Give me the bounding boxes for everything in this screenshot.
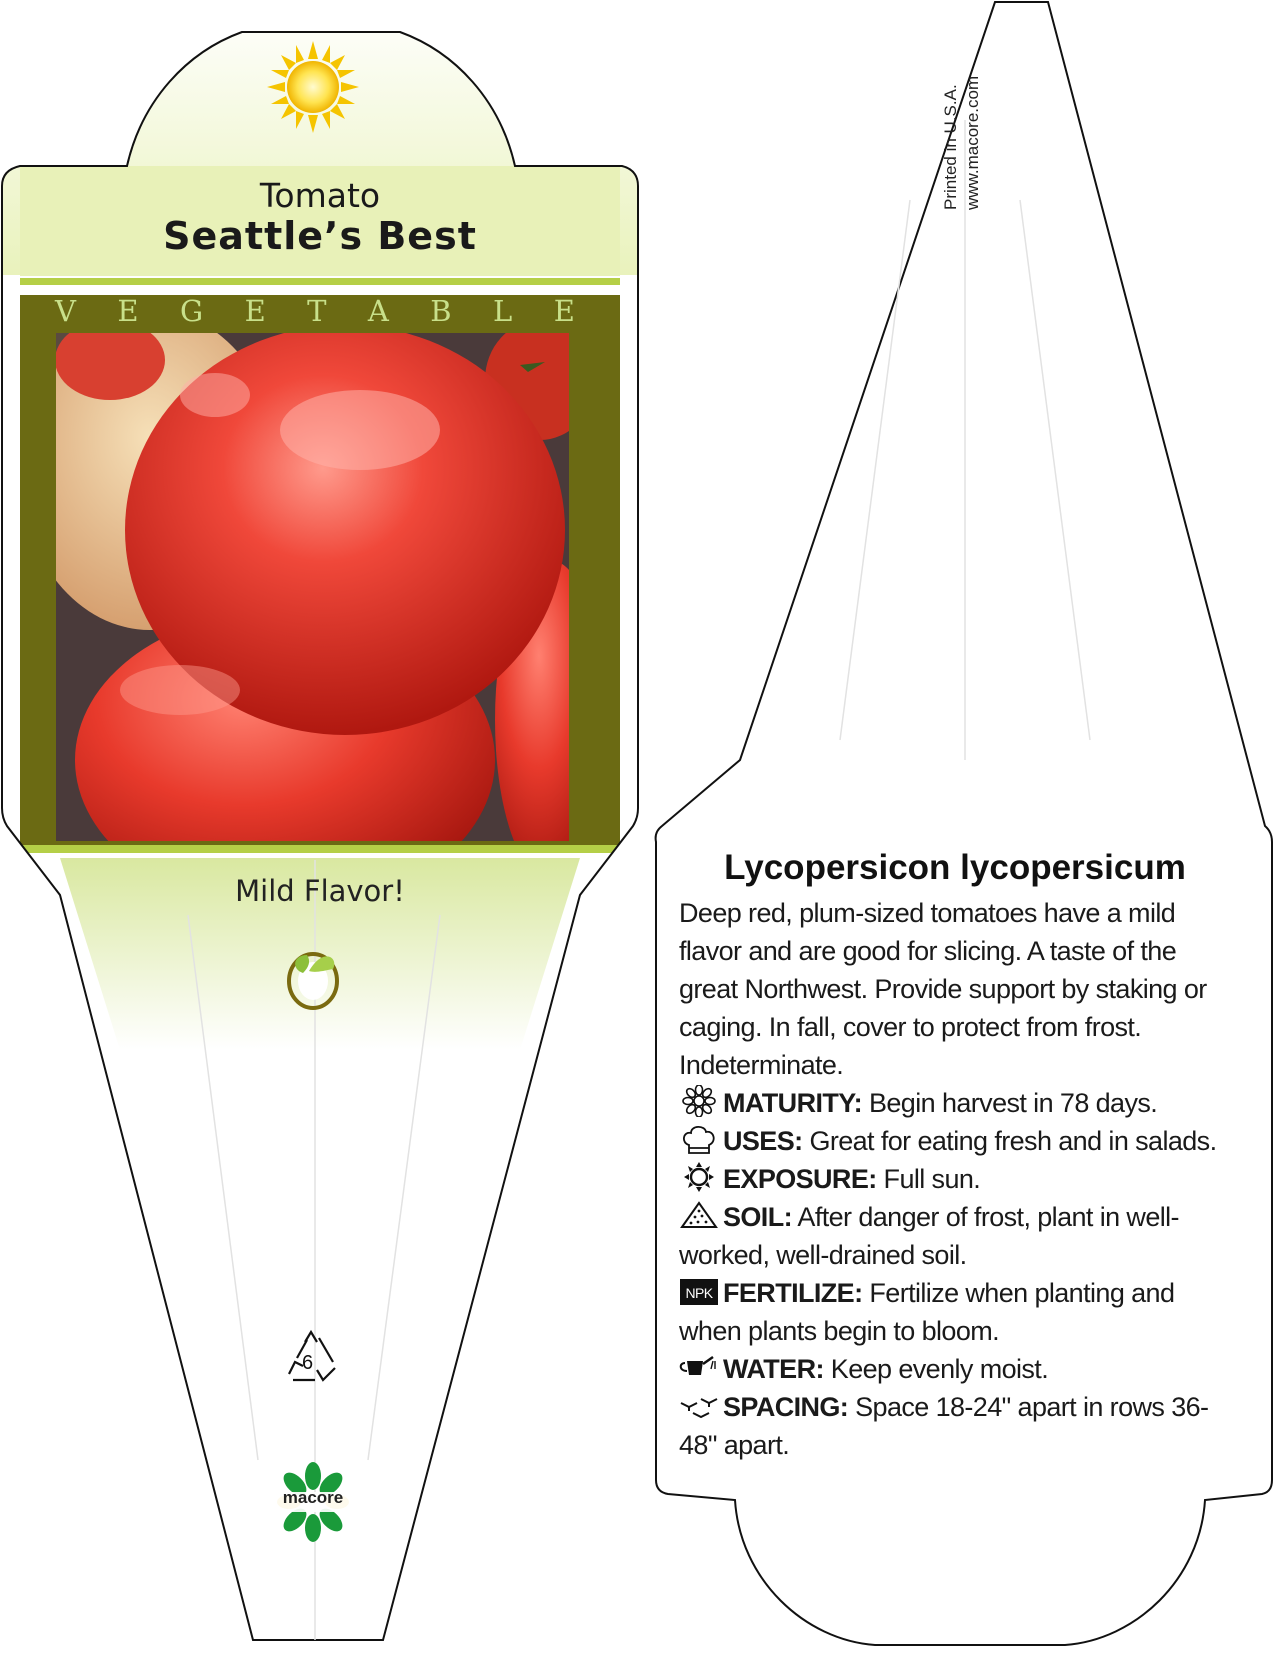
description: Deep red, plum-sized tomatoes have a mild flavor and are good for slicing. A taste of the great Northwest. Provide support by staking or caging. In fall, cover to protect from frost. Indeterminate.: [679, 898, 1207, 1080]
svg-text:NPK: NPK: [685, 1285, 713, 1301]
info-text: Fertilize when planting and when plants begin to bloom.: [679, 1278, 1175, 1346]
category-letter: E: [244, 294, 266, 328]
info-label: MATURITY:: [723, 1088, 863, 1118]
category-letter: L: [493, 294, 513, 328]
category-letter: V: [55, 294, 76, 328]
printed-line: Printed in U.S.A.: [941, 84, 960, 210]
info-uses: [679, 1122, 1239, 1160]
info-fertilize: [679, 1274, 1239, 1350]
info-label: SOIL:: [723, 1202, 792, 1232]
chef-hat-icon: [679, 1123, 719, 1155]
flower-icon: [679, 1085, 719, 1117]
sun-icon: [679, 1161, 719, 1193]
info-soil: [679, 1198, 1239, 1274]
spacing-icon: [679, 1389, 719, 1421]
info-maturity: [679, 1084, 1239, 1122]
printer-credit: [940, 76, 984, 210]
scientific-name: Lycopersicon lycopersicum: [724, 848, 1186, 887]
care-info: [679, 894, 1239, 1464]
recycle-code: 6: [302, 1352, 314, 1374]
info-text: Space 18-24" apart in rows 36-48" apart.: [679, 1392, 1209, 1460]
category-letter: A: [367, 294, 389, 328]
info-spacing: [679, 1388, 1239, 1464]
category-letter: G: [179, 294, 204, 328]
category-letter: E: [117, 294, 139, 328]
watering-can-icon: [679, 1351, 719, 1383]
brand-name: macore: [282, 1488, 344, 1507]
category-letter: T: [307, 294, 327, 328]
info-text: Keep evenly moist.: [830, 1354, 1049, 1384]
info-label: USES:: [723, 1126, 803, 1156]
info-label: EXPOSURE:: [723, 1164, 877, 1194]
tomato-photo: [20, 310, 605, 910]
info-text: Great for eating fresh and in salads.: [809, 1126, 1217, 1156]
category-band: [55, 294, 575, 328]
info-text: Begin harvest in 78 days.: [868, 1088, 1158, 1118]
info-exposure: [679, 1160, 1239, 1198]
variety-name: Seattle’s Best: [163, 214, 477, 258]
soil-icon: [679, 1199, 719, 1231]
category-letter: B: [430, 294, 452, 328]
info-label: FERTILIZE:: [723, 1278, 863, 1308]
info-label: WATER:: [723, 1354, 824, 1384]
npk-icon: [679, 1275, 719, 1307]
tagline: Mild Flavor!: [235, 874, 405, 908]
printer-url: www.macore.com: [963, 75, 982, 210]
info-water: [679, 1350, 1239, 1388]
info-label: SPACING:: [723, 1392, 849, 1422]
category-letter: E: [553, 294, 575, 328]
info-text: After danger of frost, plant in well-worked, well-drained soil.: [679, 1202, 1179, 1270]
common-name: Tomato: [259, 176, 381, 215]
info-text: Full sun.: [883, 1164, 981, 1194]
